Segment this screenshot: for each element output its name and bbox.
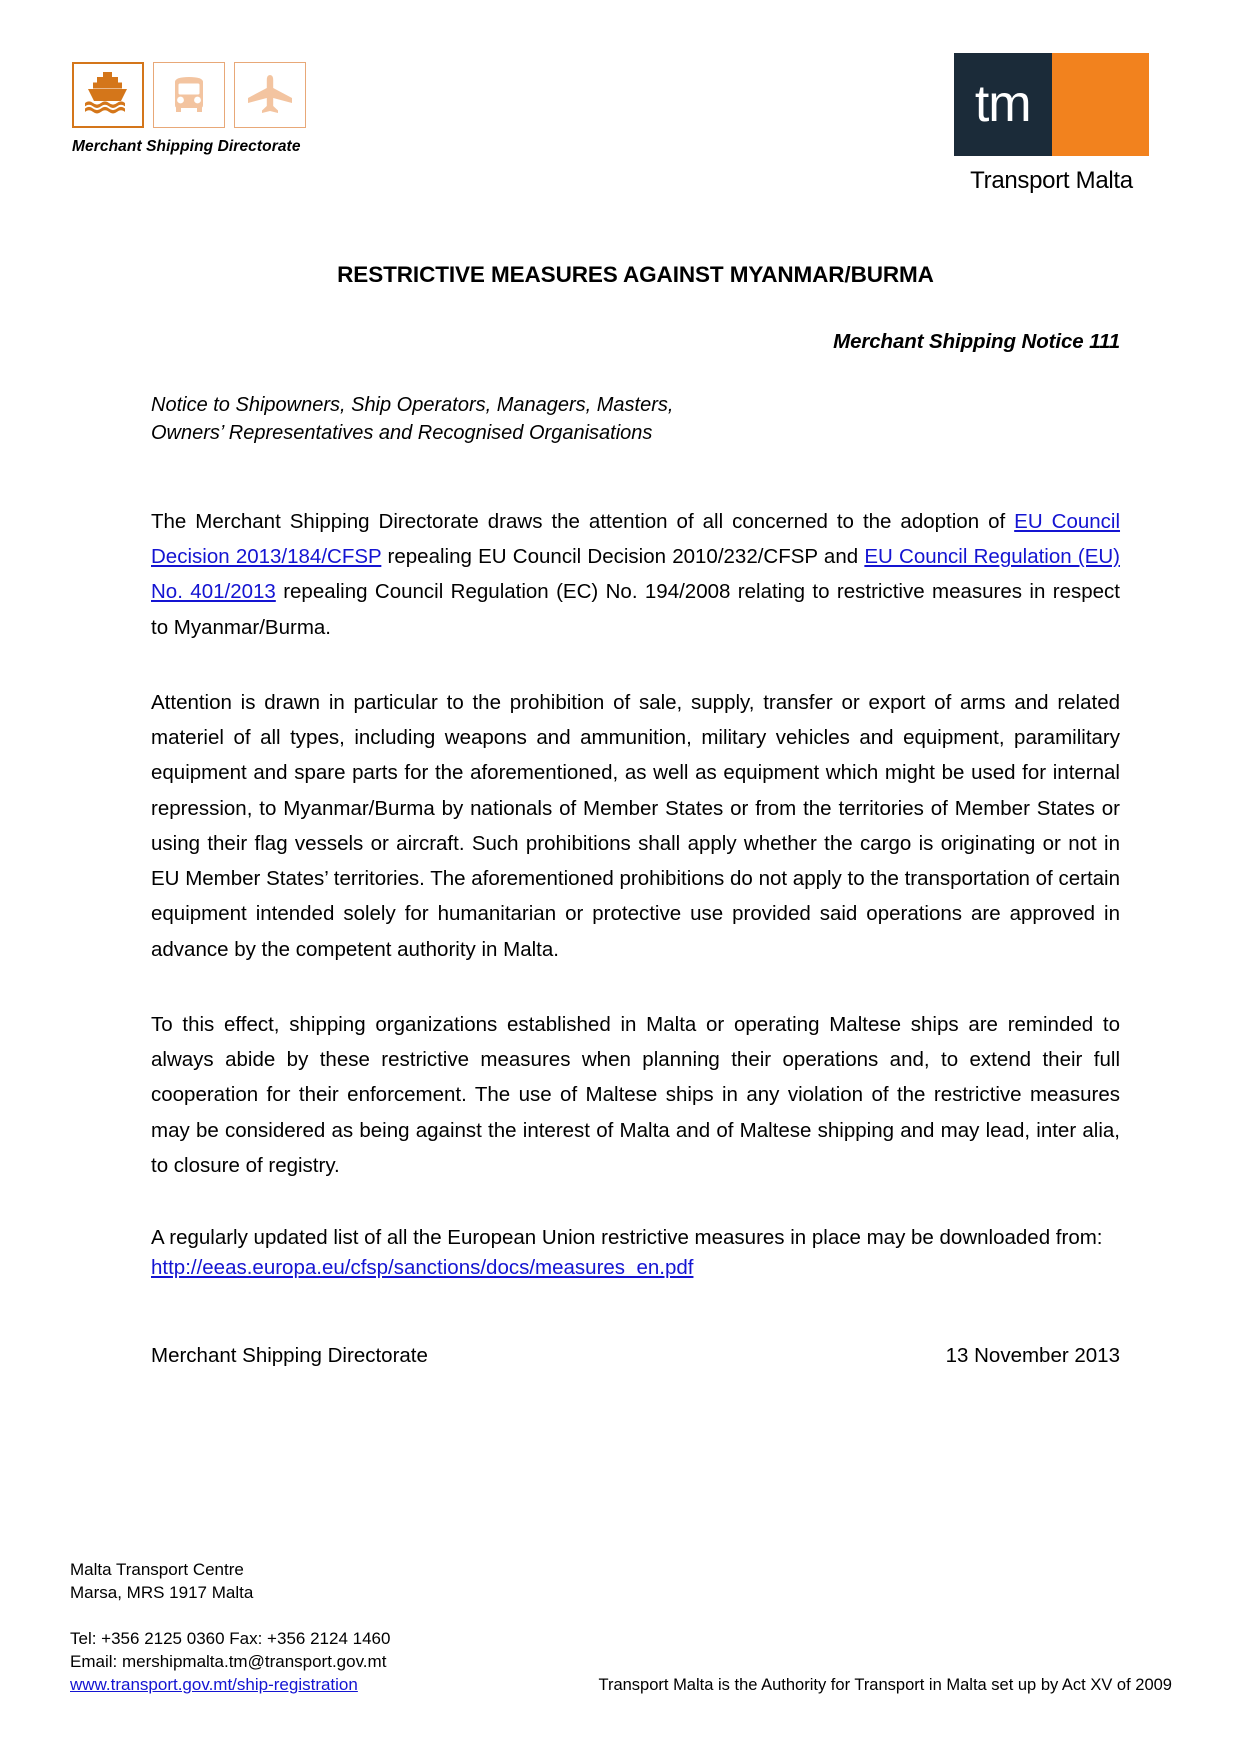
footer-email: Email: mershipmalta.tm@transport.gov.mt [70,1651,387,1671]
paragraph-1-text-part-3: repealing Council Regulation (EC) No. 194/2008 relating to restrictive measures in respect to Myanmar/Burma. [151,580,1120,639]
paragraph-4-text: A regularly updated list of all the European Union restrictive measures in place may be downloaded from: [151,1226,1103,1250]
footer-phone-fax: Tel: +356 2125 0360 Fax: +356 2124 1460 [70,1628,391,1648]
paragraph-3: To this effect, shipping organizations established in Malta or operating Maltese ships are reminded to always abide by these restrictive measures when planning their operations and, to extend their full cooperation for their enforcement. The use of Maltese ships in any violation of the restrictive measures may be considered as being against the interest of Malta and of Maltese shipping and may lead, inter alia, to closure of registry. [151,1012,1120,1177]
merchant-shipping-directorate-caption: Merchant Shipping Directorate [72,138,301,155]
footer-bottom-row [70,1673,1180,1697]
paragraph-1-text-part-1: The Merchant Shipping Directorate draws the attention of all concerned to the adoption of [151,509,1015,533]
ship-icon-box [72,62,144,128]
ship-icon [83,70,133,121]
eu-council-decision-link[interactable]: EU Council Decision 2013/184/CFSP [151,509,1121,569]
footer-address-line-1: Malta Transport Centre [70,1560,244,1579]
footer-address-line-2: Marsa, MRS 1917 Malta [70,1583,254,1603]
addressee-line-1: Notice to Shipowners, Ship Operators, Managers, Masters, [151,394,674,416]
signature-author: Merchant Shipping Directorate [151,1344,428,1368]
footer-website-link[interactable]: www.transport.gov.mt/ship-registration [70,1675,358,1695]
page-title: RESTRICTIVE MEASURES AGAINST MYANMAR/BURMA [337,262,934,287]
eu-council-regulation-link[interactable]: EU Council Regulation (EU) No. 401/2013 [151,545,1120,604]
notice-number: Merchant Shipping Notice 111 [833,330,1120,353]
page-footer [70,1558,1180,1697]
paragraph-1-text-part-2: repealing EU Council Decision 2010/232/CFSP and [381,545,865,569]
paragraph-4 [151,1223,1120,1282]
transport-malta-monogram: tm [954,53,1052,156]
document-content [151,0,1120,1368]
transport-malta-caption: Transport Malta [970,167,1133,194]
addressee-line-2: Owners’ Representatives and Recognised Organisations [151,422,653,445]
paragraph-2: Attention is drawn in particular to the prohibition of sale, supply, transfer or export of arms and related materiel of all types, including weapons and ammunition, military vehicles and equipment, paramilitary equipment and spare parts for the aforementioned, as well as equipment which might be used for internal repression, to Myanmar/Burma by nationals of Member States or from the territories of Member States or using their flag vessels or aircraft. Such prohibitions shall apply whether the cargo is originating or not in EU Member States’ territories. The aforementioned prohibitions do not apply to the transportation of certain equipment intended solely for humanitarian or protective use provided said operations are approved in advance by the competent authority in Malta. [151,690,1120,961]
signature-row [151,1344,1120,1368]
footer-contact-block [70,1627,1180,1697]
paragraph-1 [151,504,1120,645]
addressee-block [151,391,1120,448]
signature-date: 13 November 2013 [945,1344,1120,1368]
footer-authority-note: Transport Malta is the Authority for Transport in Malta set up by Act XV of 2009 [598,1676,1172,1695]
eeas-measures-pdf-link[interactable]: http://eeas.europa.eu/cfsp/sanctions/docs/measures_en.pdf [151,1255,694,1279]
